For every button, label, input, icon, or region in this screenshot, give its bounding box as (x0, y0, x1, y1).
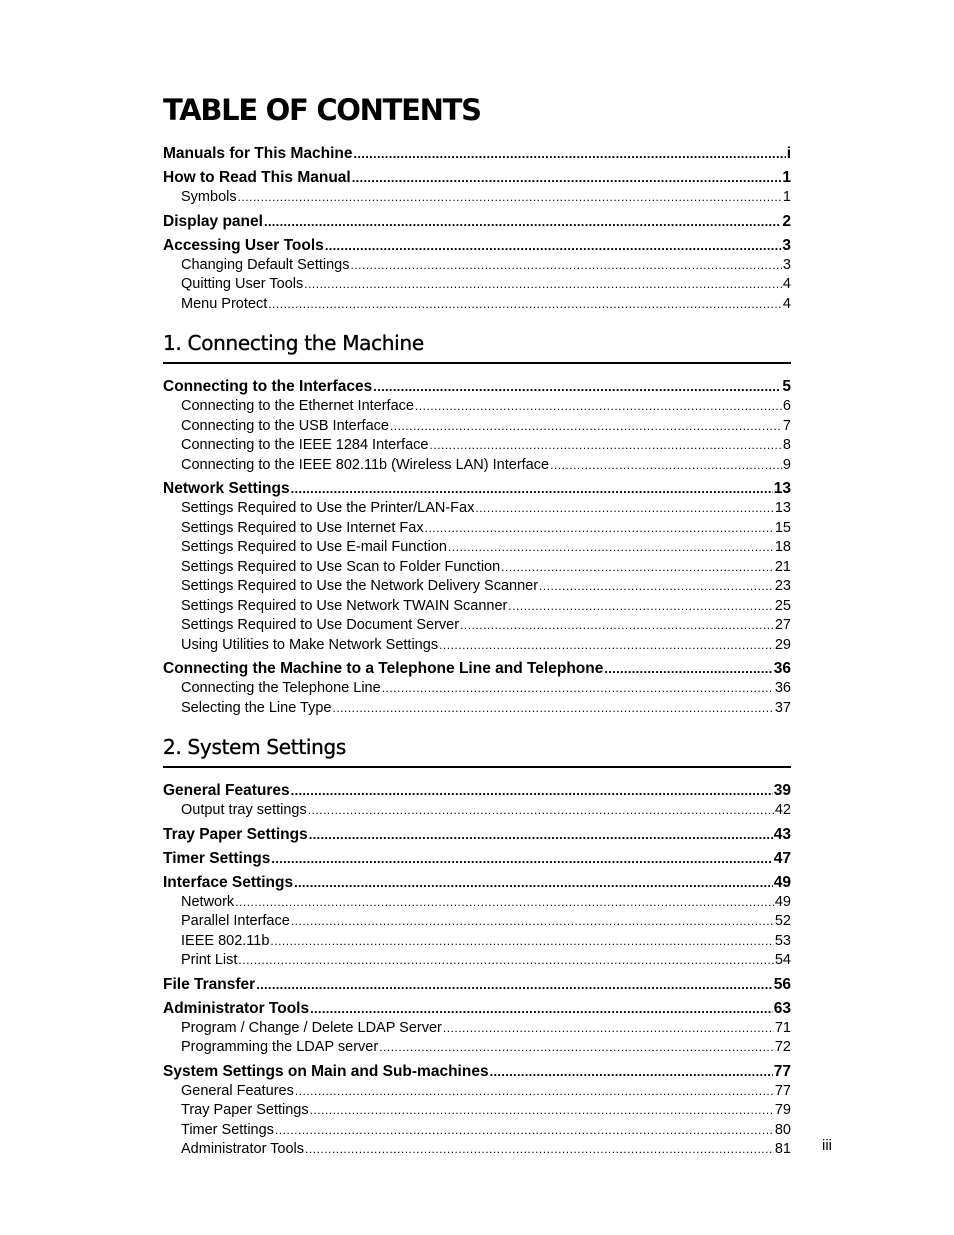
dot-leader (415, 397, 782, 417)
toc-entry-page: i (786, 145, 791, 162)
dot-leader (295, 1082, 774, 1102)
toc-entry-page: 56 (773, 975, 791, 993)
toc-subentry-page: 25 (774, 597, 791, 614)
dot-leader (353, 144, 785, 164)
dot-leader (501, 558, 774, 578)
toc-entry-label: Timer Settings (163, 849, 271, 867)
toc-subentry-label: Symbols (181, 189, 237, 205)
toc-subentry-page: 6 (782, 398, 791, 414)
toc-group (163, 781, 791, 821)
toc-subentry-page: 71 (774, 1019, 791, 1036)
toc-subentry[interactable] (163, 295, 791, 315)
toc-entry[interactable] (163, 849, 791, 869)
dot-leader (379, 1038, 774, 1058)
toc-entry-label: Administrator Tools (163, 999, 310, 1017)
toc-subentry[interactable] (163, 538, 791, 558)
toc-subentry-page: 4 (782, 295, 791, 312)
dot-leader (550, 456, 782, 476)
toc-subentry-label: Settings Required to Use Network TWAIN Scanner (181, 597, 508, 614)
toc-subentry-page: 4 (782, 276, 791, 292)
toc-body (163, 144, 791, 1160)
toc-subentry-page: 29 (774, 636, 791, 653)
dot-leader (308, 801, 774, 821)
toc-entry-page: 49 (773, 873, 791, 891)
dot-leader (271, 849, 772, 869)
dot-leader (325, 236, 782, 256)
toc-group (163, 825, 791, 845)
toc-entry-label: System Settings on Main and Sub-machines (163, 1062, 489, 1080)
toc-subentry-label: Connecting the Telephone Line (181, 680, 381, 696)
dot-leader (443, 1019, 774, 1039)
toc-subentry-label: Using Utilities to Make Network Settings (181, 636, 439, 653)
dot-leader (539, 577, 774, 597)
toc-entry-page: 63 (773, 999, 791, 1017)
toc-subentry-label: Programming the LDAP server (181, 1039, 379, 1055)
toc-subentry[interactable] (163, 932, 791, 952)
toc-subentry-label: General Features (181, 1082, 294, 1099)
toc-subentry-label: Changing Default Settings (181, 256, 350, 273)
dot-leader (508, 597, 773, 617)
dot-leader (352, 168, 782, 188)
dot-leader (332, 699, 773, 719)
toc-entry[interactable] (163, 479, 791, 499)
toc-entry[interactable] (163, 377, 791, 397)
toc-subentry-page: 1 (782, 189, 791, 205)
toc-group (163, 659, 791, 718)
toc-group (163, 1062, 791, 1160)
toc-subentry-page: 52 (774, 913, 791, 929)
toc-entry[interactable] (163, 873, 791, 893)
dot-leader (373, 377, 781, 397)
toc-subentry-page: 49 (774, 893, 791, 910)
toc-subentry[interactable] (163, 1140, 791, 1160)
dot-leader (439, 636, 774, 656)
toc-subentry-page: 15 (774, 519, 791, 536)
toc-entry[interactable] (163, 781, 791, 801)
dot-leader (304, 275, 782, 295)
toc-subentry-label: Network (181, 893, 235, 910)
toc-entry-page: 43 (773, 825, 791, 843)
toc-group (163, 144, 791, 164)
toc-entry-label: Connecting to the Interfaces (163, 378, 373, 395)
toc-subentry-label: Administrator Tools (181, 1141, 305, 1157)
dot-leader (305, 1140, 774, 1160)
toc-subentry-page: 80 (774, 1121, 791, 1138)
toc-subentry-page: 13 (774, 500, 791, 516)
toc-entry[interactable] (163, 825, 791, 845)
dot-leader (350, 256, 781, 276)
toc-subentry-label: Settings Required to Use E-mail Function (181, 539, 447, 555)
toc-subentry[interactable] (163, 636, 791, 656)
toc-subentry[interactable] (163, 951, 791, 971)
dot-leader (270, 932, 773, 952)
toc-subentry[interactable] (163, 558, 791, 578)
toc-entry-label: Connecting the Machine to a Telephone Line and Telephone (163, 660, 604, 677)
toc-subentry-page: 27 (774, 617, 791, 633)
dot-leader (309, 825, 773, 845)
toc-subentry[interactable] (163, 577, 791, 597)
toc-subentry-page: 37 (774, 699, 791, 716)
toc-subentry[interactable] (163, 519, 791, 539)
toc-section (163, 332, 791, 718)
toc-subentry-label: Settings Required to Use Document Server (181, 617, 460, 633)
dot-leader (238, 188, 782, 208)
dot-leader (291, 912, 774, 932)
toc-subentry-label: Parallel Interface (181, 913, 290, 929)
toc-entry[interactable] (163, 236, 791, 256)
toc-subentry[interactable] (163, 436, 791, 456)
toc-subentry-label: Quitting User Tools (181, 276, 304, 292)
toc-subentry[interactable] (163, 1019, 791, 1039)
toc-subentry-label: Settings Required to Use Scan to Folder Function (181, 558, 501, 575)
page-number: iii (822, 1137, 832, 1154)
toc-entry[interactable] (163, 999, 791, 1019)
toc-subentry-page: 36 (774, 680, 791, 696)
toc-entry[interactable] (163, 975, 791, 995)
toc-entry-label: General Features (163, 782, 290, 799)
toc-entry[interactable] (163, 168, 791, 188)
dot-leader (460, 616, 774, 636)
toc-subentry[interactable] (163, 1082, 791, 1102)
toc-group (163, 236, 791, 315)
toc-subentry-page: 81 (774, 1141, 791, 1157)
toc-subentry-label: Tray Paper Settings (181, 1102, 309, 1118)
toc-subentry-page: 77 (774, 1082, 791, 1099)
toc-subentry-label: Print List (181, 952, 238, 968)
toc-subentry-label: IEEE 802.11b (181, 932, 270, 949)
dot-leader (264, 212, 781, 232)
toc-subentry[interactable] (163, 1101, 791, 1121)
toc-entry-page: 1 (782, 169, 791, 186)
toc-section (163, 144, 791, 314)
toc-entry-page: 13 (773, 480, 791, 497)
toc-group (163, 849, 791, 869)
dot-leader (310, 999, 773, 1019)
toc-subentry[interactable] (163, 275, 791, 295)
dot-leader (490, 1062, 773, 1082)
toc-entry-page: 36 (773, 660, 791, 677)
toc-entry-page: 39 (773, 782, 791, 799)
toc-subentry-page: 7 (782, 417, 791, 434)
toc-subentry[interactable] (163, 256, 791, 276)
toc-subentry-page: 18 (774, 539, 791, 555)
toc-subentry-label: Timer Settings (181, 1121, 274, 1138)
toc-subentry-page: 8 (782, 437, 791, 453)
dot-leader (291, 781, 773, 801)
dot-leader (294, 873, 773, 893)
toc-subentry-label: Connecting to the USB Interface (181, 417, 389, 434)
toc-subentry-page: 79 (774, 1102, 791, 1118)
toc-subentry[interactable] (163, 417, 791, 437)
toc-entry-label: Interface Settings (163, 873, 294, 891)
toc-entry-page: 2 (782, 212, 791, 230)
toc-entry-label: Network Settings (163, 480, 290, 497)
dot-leader (390, 417, 782, 437)
toc-subentry-page: 9 (782, 456, 791, 473)
toc-subentry-page: 21 (774, 558, 791, 575)
toc-subentry[interactable] (163, 801, 791, 821)
toc-group (163, 479, 791, 655)
toc-subentry[interactable] (163, 1038, 791, 1058)
dot-leader (382, 679, 774, 699)
toc-subentry-page: 42 (774, 802, 791, 818)
dot-leader (429, 436, 781, 456)
toc-group (163, 377, 791, 475)
toc-entry[interactable] (163, 1062, 791, 1082)
chapter-heading: 1. Connecting the Machine (163, 332, 791, 364)
toc-subentry-label: Program / Change / Delete LDAP Server (181, 1019, 442, 1036)
toc-subentry-label: Selecting the Line Type (181, 699, 332, 716)
toc-subentry[interactable] (163, 616, 791, 636)
dot-leader (448, 538, 774, 558)
dot-leader (268, 295, 782, 315)
dot-leader (425, 519, 774, 539)
toc-subentry[interactable] (163, 699, 791, 719)
dot-leader (235, 893, 774, 913)
toc-subentry-label: Output tray settings (181, 802, 307, 818)
toc-subentry-page: 3 (782, 256, 791, 273)
toc-subentry[interactable] (163, 456, 791, 476)
toc-entry-label: Tray Paper Settings (163, 825, 308, 843)
dot-leader (275, 1121, 774, 1141)
toc-subentry-page: 23 (774, 578, 791, 594)
dot-leader (291, 479, 773, 499)
toc-subentry[interactable] (163, 912, 791, 932)
toc-subentry-label: Settings Required to Use the Printer/LAN-Fax (181, 500, 475, 516)
toc-entry[interactable] (163, 144, 791, 164)
toc-group (163, 873, 791, 971)
toc-subentry[interactable] (163, 1121, 791, 1141)
toc-subentry[interactable] (163, 893, 791, 913)
toc-entry-page: 47 (773, 849, 791, 867)
toc-subentry-label: Settings Required to Use Internet Fax (181, 519, 424, 536)
toc-subentry-label: Menu Protect (181, 295, 268, 312)
toc-entry-label: Manuals for This Machine (163, 145, 353, 162)
toc-subentry-page: 72 (774, 1039, 791, 1055)
toc-entry-label: Display panel (163, 212, 263, 230)
dot-leader (310, 1101, 774, 1121)
toc-subentry-label: Connecting to the IEEE 802.11b (Wireless LAN) Interface (181, 456, 550, 473)
dot-leader (475, 499, 774, 519)
toc-group (163, 168, 791, 208)
toc-entry-page: 77 (773, 1062, 791, 1080)
toc-subentry[interactable] (163, 188, 791, 208)
toc-entry-page: 3 (782, 236, 791, 254)
toc-group (163, 999, 791, 1058)
toc-subentry[interactable] (163, 397, 791, 417)
toc-entry-label: How to Read This Manual (163, 169, 351, 186)
toc-subentry-label: Connecting to the IEEE 1284 Interface (181, 437, 429, 453)
toc-section (163, 736, 791, 1160)
dot-leader (238, 951, 773, 971)
dot-leader (256, 975, 773, 995)
toc-entry-label: File Transfer (163, 975, 256, 993)
toc-group (163, 975, 791, 995)
toc-subentry[interactable] (163, 679, 791, 699)
toc-group (163, 212, 791, 232)
toc-subentry-label: Connecting to the Ethernet Interface (181, 398, 414, 414)
toc-subentry[interactable] (163, 499, 791, 519)
toc-subentry-label: Settings Required to Use the Network Delivery Scanner (181, 578, 539, 594)
toc-subentry[interactable] (163, 597, 791, 617)
toc-entry-page: 5 (782, 378, 791, 395)
toc-entry[interactable] (163, 212, 791, 232)
toc-entry-label: Accessing User Tools (163, 236, 324, 254)
chapter-heading: 2. System Settings (163, 736, 791, 768)
toc-subentry-page: 53 (774, 932, 791, 949)
dot-leader (604, 659, 772, 679)
toc-subentry-page: 54 (774, 952, 791, 968)
page-title: TABLE OF CONTENTS (163, 93, 481, 127)
toc-entry[interactable] (163, 659, 791, 679)
